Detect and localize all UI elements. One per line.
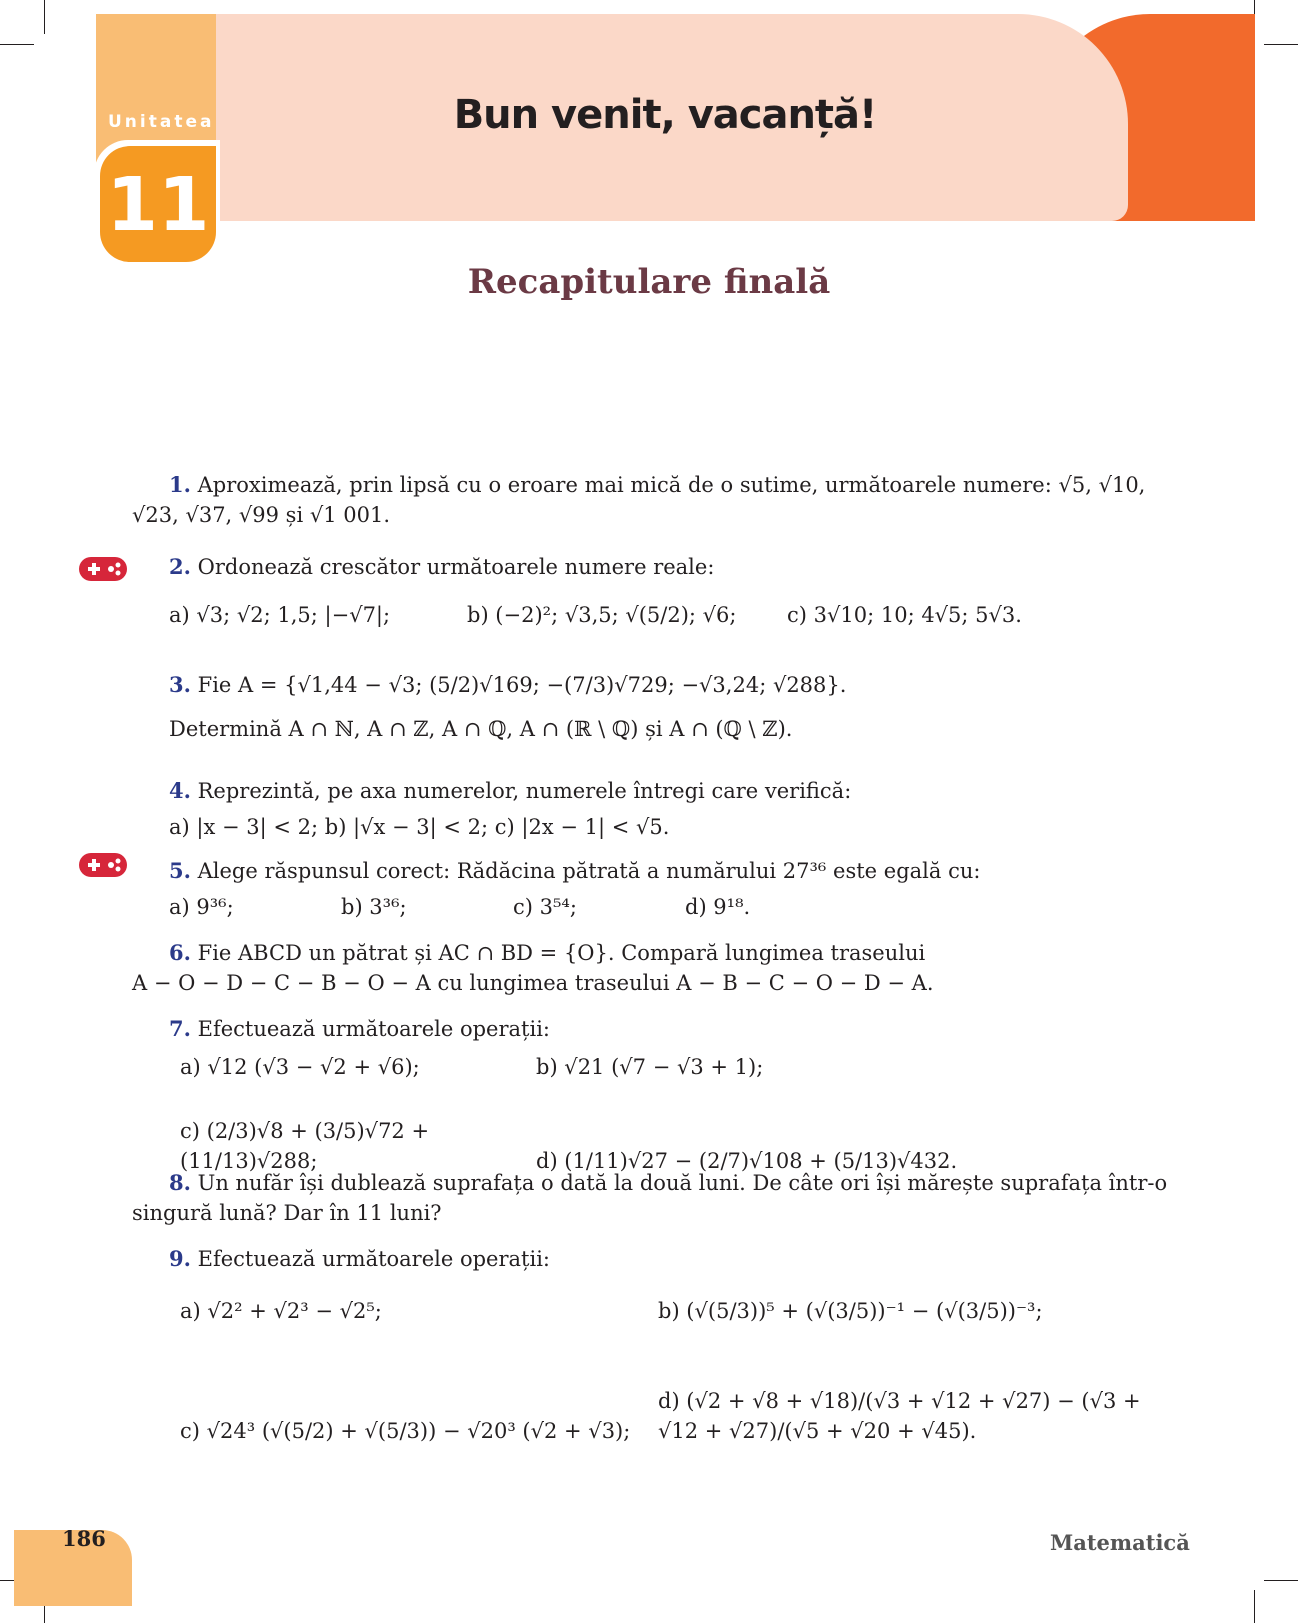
- exercise-text: Ordonează crescător următoarele numere reale:: [197, 555, 715, 579]
- option-b: b) (−2)²; √3,5; √(5/2); √6;: [467, 603, 737, 627]
- exercise-text: Efectuează următoarele operații:: [197, 1017, 550, 1041]
- exercise-text: a) |x − 3| < 2; b) |√x − 3| < 2; c) |2x − 1| < √5.: [169, 815, 670, 839]
- exercise-3: [132, 670, 1172, 744]
- option-b: b) (√(5/3))⁵ + (√(3/5))⁻¹ − (√(3/5))⁻³;: [658, 1299, 1043, 1323]
- unit-number: 11: [106, 162, 210, 248]
- exercise-number: 7.: [169, 1016, 191, 1041]
- exercise-number: 3.: [169, 672, 191, 697]
- exercise-number: 4.: [169, 778, 191, 803]
- option-d: d) (√2 + √8 + √18)/(√3 + √12 + √27) − (√3 + √12 + √27)/(√5 + √20 + √45).: [658, 1389, 1141, 1443]
- exercise-text: Reprezintă, pe axa numerelor, numerele întregi care verifică:: [197, 779, 852, 803]
- exercise-9: [132, 1244, 1172, 1446]
- option-d: d) 9¹⁸.: [685, 895, 751, 919]
- exercise-text: singură lună? Dar în 11 luni?: [132, 1201, 442, 1225]
- option-a: a) √12 (√3 − √2 + √6);: [180, 1055, 420, 1079]
- exercise-text: Fie A = {√1,44 − √3; (5/2)√169; −(7/3)√729; −√3,24; √288}.: [197, 673, 847, 697]
- option-d: d) (1/11)√27 − (2/7)√108 + (5/13)√432.: [536, 1149, 958, 1173]
- option-c: c) (2/3)√8 + (3/5)√72 + (11/13)√288;: [180, 1119, 430, 1173]
- option-c: c) 3⁵⁴;: [513, 895, 577, 919]
- option-c: c) 3√10; 10; 4√5; 5√3.: [787, 603, 1022, 627]
- exercise-text: A − O − D − C − B − O − A cu lungimea traseului A − B − C − O − D − A.: [132, 971, 934, 995]
- gamepad-icon: [78, 556, 128, 582]
- exercise-number: 1.: [169, 472, 191, 497]
- crop-mark: [0, 44, 34, 45]
- option-a: a) √2² + √2³ − √2⁵;: [180, 1299, 382, 1323]
- exercise-number: 8.: [169, 1170, 191, 1195]
- crop-mark: [1254, 1590, 1255, 1623]
- exercise-2: [132, 552, 1172, 630]
- exercise-5: [132, 856, 1172, 922]
- page-title: Bun venit, vacanță!: [453, 92, 877, 138]
- exercise-8: [132, 1168, 1172, 1228]
- unit-label: Unitatea: [108, 112, 215, 132]
- gamepad-icon: [78, 852, 128, 878]
- crop-mark: [1264, 1580, 1298, 1581]
- exercise-1: [132, 470, 1172, 530]
- exercise-7: [132, 1014, 1172, 1176]
- exercise-text: Un nufăr își dublează suprafața o dată la două luni. De câte ori își mărește suprafața într-o: [197, 1171, 1168, 1195]
- crop-mark: [44, 0, 45, 34]
- option-b: b) √21 (√7 − √3 + 1);: [536, 1055, 764, 1079]
- exercise-number: 6.: [169, 940, 191, 965]
- section-title: Recapitulare finală: [467, 262, 831, 302]
- option-c: c) √24³ (√(5/2) + √(5/3)) − √20³ (√2 + √3);: [180, 1419, 631, 1443]
- crop-mark: [1264, 44, 1298, 45]
- exercise-number: 5.: [169, 858, 191, 883]
- option-a: a) 9³⁶;: [169, 895, 234, 919]
- exercise-text: √23, √37, √99 și √1 001.: [132, 503, 391, 527]
- exercise-text: Determină A ∩ ℕ, A ∩ ℤ, A ∩ ℚ, A ∩ (ℝ \ ℚ) și A ∩ (ℚ \ ℤ).: [169, 717, 793, 741]
- exercise-number: 9.: [169, 1246, 191, 1271]
- exercise-text: Efectuează următoarele operații:: [197, 1247, 550, 1271]
- footer-subject: Matematică: [1050, 1530, 1190, 1555]
- exercise-6: [132, 938, 1172, 998]
- exercise-text: Aproximează, prin lipsă cu o eroare mai mică de o sutime, următoarele numere: √5, √10,: [197, 473, 1146, 497]
- exercise-number: 2.: [169, 554, 191, 579]
- exercise-text: Fie ABCD un pătrat și AC ∩ BD = {O}. Compară lungimea traseului: [197, 941, 926, 965]
- page-number: 186: [62, 1526, 106, 1551]
- option-b: b) 3³⁶;: [341, 895, 407, 919]
- option-a: a) √3; √2; 1,5; |−√7|;: [169, 603, 391, 627]
- exercise-text: Alege răspunsul corect: Rădăcina pătrată a numărului 27³⁶ este egală cu:: [197, 859, 981, 883]
- exercise-4: [132, 776, 1172, 842]
